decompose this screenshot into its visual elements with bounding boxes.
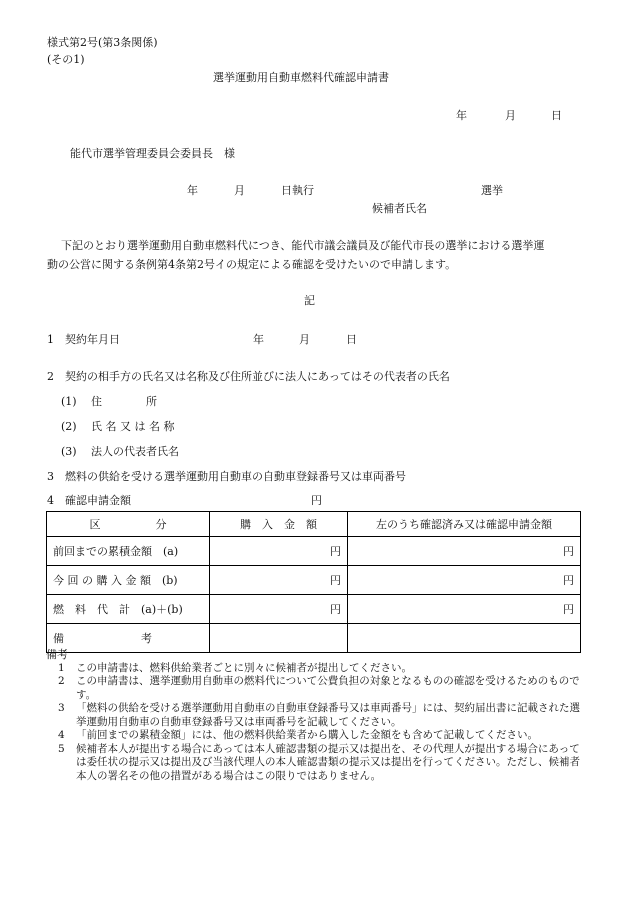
election-month: 月 [234,184,245,197]
row-label: 備 考 [47,624,210,653]
table-row [47,537,581,566]
item1-label: 1 契約年月日 [47,333,120,346]
date-day: 日 [551,109,562,122]
item1-day: 日 [346,333,357,346]
note-item [46,675,586,702]
date-year: 年 [456,109,467,122]
note-number: 2 [58,675,65,687]
item3-label: 3 燃料の供給を受ける選挙運動用自動車の自動車登録番号又は車両番号 [47,470,406,483]
table-row [47,595,581,624]
body-line-1: 下記のとおり選挙運動用自動車燃料代につき、能代市議会議員及び能代市長の選挙における選挙運 [61,239,545,252]
table-header-row [47,512,581,537]
note-number: 1 [58,661,65,674]
row-amount: 円 [210,566,348,595]
amount-table [46,511,581,653]
row-label: 今 回 の 購 入 金 額 (b) [47,566,210,595]
row-confirmed: 円 [348,595,581,624]
item2-sub3-label: 法人の代表者氏名 [91,445,179,458]
table-header-purchase: 購 入 金 額 [210,512,348,537]
note-text: 「前回までの累積金額」には、他の燃料供給業者から購入した金額をも含めて記載してください。 [76,729,538,741]
item1-year: 年 [253,333,264,346]
item4-label: 4 確認申請金額 [47,494,131,507]
note-item [46,743,586,784]
election-type: 選挙 [481,184,503,197]
form-number: 様式第2号(第3条関係) [47,36,158,49]
item2-label: 2 契約の相手方の氏名又は名称及び住所並びに法人にあってはその代表者の氏名 [47,370,450,383]
row-confirmed: 円 [348,537,581,566]
row-amount: 円 [210,595,348,624]
note-text: 候補者本人が提出する場合にあっては本人確認書類の提示又は提出を、その代理人が提出する場合にあっては委任状の提示又は提出及び当該代理人の本人確認書類の提示又は提出を行ってください。ただし、候補者本人の署名その他の措置がある場合はこの限りではありません。 [76,742,580,782]
date-month: 月 [505,109,516,122]
ki-heading: 記 [304,294,315,307]
item2-sub1-label: 住 所 [91,395,157,408]
note-number: 5 [58,742,65,755]
table-row [47,566,581,595]
note-item [46,729,586,743]
election-year: 年 [187,184,198,197]
item2-sub1-num: (1) [61,395,77,408]
row-label: 燃 料 代 計 (a)＋(b) [47,595,210,624]
row-label: 前回までの累積金額 (a) [47,537,210,566]
table-header-confirmed: 左のうち確認済み又は確認申請金額 [348,512,581,537]
form-sub: (その1) [47,53,85,66]
note-text: この申請書は、選挙運動用自動車の燃料代について公費負担の対象となるものの確認を受けるためのものです。 [76,675,580,701]
item2-sub3-num: (3) [61,445,77,458]
body-line-2: 動の公営に関する条例第4条第2号イの規定による確認を受けたいので申請します。 [47,258,457,271]
note-number: 4 [58,729,65,741]
note-number: 3 [58,702,65,714]
note-text: 「燃料の供給を受ける選挙運動用自動車の自動車登録番号又は車両番号」には、契約届出書に記載された選挙運動用自動車の自動車登録番号又は車両番号を記載してください。 [76,702,580,728]
item4-yen: 円 [311,494,322,507]
table-header-category: 区 分 [47,512,210,537]
notes-section [46,648,586,783]
addressee: 能代市選挙管理委員会委員長 様 [70,147,235,160]
note-item [46,702,586,729]
row-confirmed: 円 [348,566,581,595]
item2-sub2-num: (2) [61,420,77,433]
item2-sub2-label: 氏 名 又 は 名 称 [91,420,175,433]
item1-month: 月 [299,333,310,346]
row-amount: 円 [210,537,348,566]
election-day-exec: 日執行 [281,184,314,197]
note-item [46,662,586,676]
note-text: この申請書は、燃料供給業者ごとに別々に候補者が提出してください。 [76,661,412,674]
page-title: 選挙運動用自動車燃料代確認申請書 [213,71,389,84]
candidate-name-label: 候補者氏名 [372,202,427,215]
notes-heading: 備考 [46,648,68,661]
